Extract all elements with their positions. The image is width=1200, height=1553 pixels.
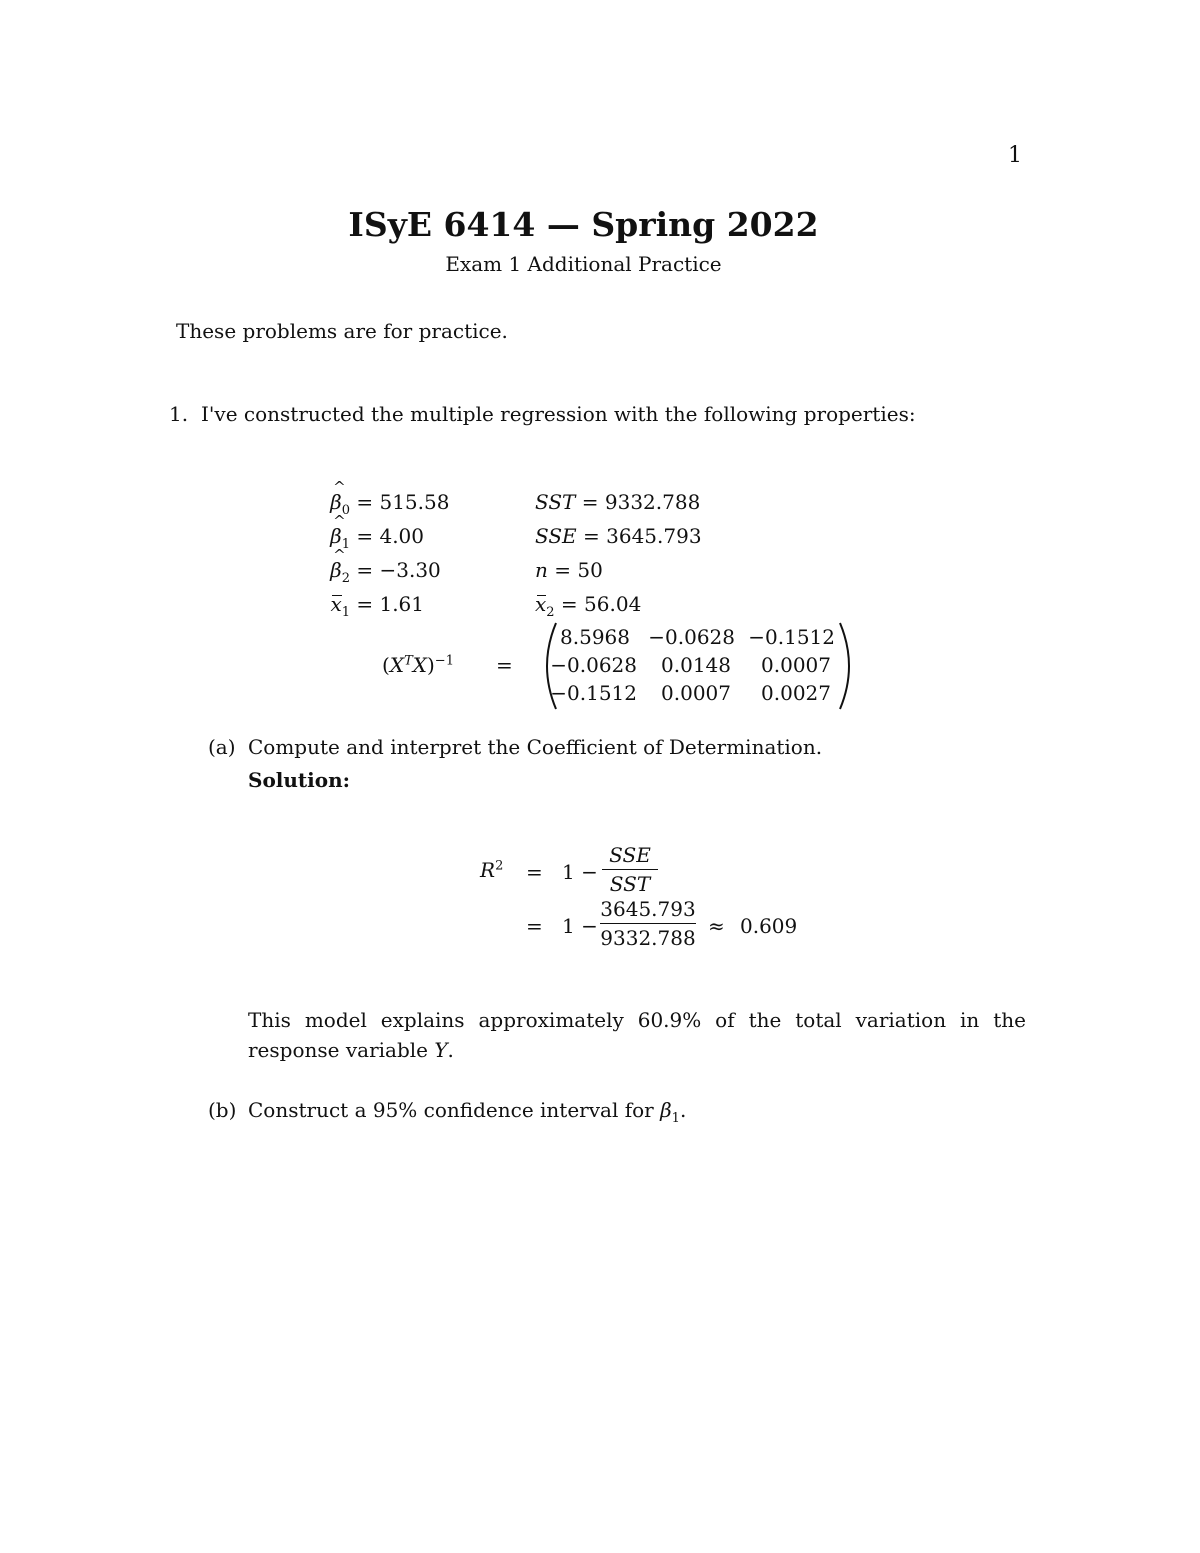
r-squared-symbol [480,858,503,882]
subscript: 2 [546,605,555,620]
matrix-cell: 0.0148 [661,653,731,677]
stat-n [535,558,603,582]
stat-value: = 515.58 [356,490,450,514]
superscript: 2 [495,858,504,874]
x-symbol: X [412,653,427,677]
sse-symbol: SSE [535,524,577,548]
beta-symbol: ^ β [330,490,342,514]
beta-symbol: β [660,1098,672,1122]
x-symbol: x [535,592,547,616]
equals-sign: = [526,914,543,938]
solution-label: Solution: [248,768,351,792]
transpose-superscript: T [404,653,413,669]
stat-xbar1 [200,592,424,620]
subscript: 2 [341,571,350,586]
matrix-cell: 8.5968 [560,625,630,649]
stat-value: = 9332.788 [575,490,701,514]
stat-value: = 4.00 [356,524,425,548]
problem-text: I've constructed the multiple regression with the following properties: [201,402,916,426]
numerator: 3645.793 [600,897,696,921]
stat-sse [535,524,702,548]
matrix-cell: −0.0628 [648,625,735,649]
open-paren: ( [382,653,390,677]
stat-value: = 3645.793 [576,524,702,548]
stat-xbar2 [535,592,641,620]
y-symbol: Y [434,1038,448,1062]
subscript: 1 [341,605,350,620]
equals-sign: = [526,860,543,884]
subscript: 1 [341,537,350,552]
page-subtitle: Exam 1 Additional Practice [445,252,722,276]
matrix-cell: 0.0007 [661,681,731,705]
beta-symbol: ^ β [330,524,342,548]
stat-value: = 56.04 [554,592,642,616]
matrix-cell: −0.1512 [748,625,835,649]
part-text: Compute and interpret the Coefficient of Determination. [248,735,823,759]
sst-symbol: SST [535,490,576,514]
matrix-cell: 0.0027 [761,681,831,705]
matrix-cell: −0.0628 [550,653,637,677]
matrix-equals: = [496,653,513,677]
one-minus: 1 − [562,914,598,938]
period: . [447,1038,454,1062]
x-symbol: X [389,653,405,677]
r-symbol: R [480,858,496,882]
matrix-label [382,653,454,677]
n-symbol: n [535,558,548,582]
x-symbol: x [330,592,342,616]
page-title: ISyE 6414 — Spring 2022 [348,205,819,244]
r-squared-result: 0.609 [740,914,798,938]
one-minus: 1 − [562,860,598,884]
inverse-superscript: −1 [434,653,454,669]
stat-beta0 [200,490,449,518]
fraction-sse-sst [602,843,658,896]
part-label: (a) [208,735,236,759]
period: . [679,1098,687,1122]
matrix-cell: 0.0007 [761,653,831,677]
beta-symbol: ^ β [330,558,342,582]
stat-sst [535,490,700,514]
approx-sign: ≈ [708,914,725,938]
subscript: 0 [341,503,350,518]
part-text: Construct a 95% confidence interval for [248,1098,661,1122]
fraction-values [600,897,696,950]
right-paren-icon [834,621,862,711]
part-b-question [208,1098,686,1126]
problem-1-statement [169,402,916,426]
subscript: 1 [671,1111,680,1126]
matrix-cell: −0.1512 [550,681,637,705]
part-a-question [208,735,822,759]
stat-value: = 1.61 [356,592,425,616]
part-label: (b) [208,1098,237,1122]
intro-text: These problems are for practice. [176,319,508,343]
problem-number: 1. [169,402,189,426]
stat-beta2 [200,558,441,586]
close-paren: ) [426,653,435,677]
interpretation-text: This model explains approximately 60.9% of the total variation in the response variable [248,1008,1026,1062]
stat-beta1 [200,524,424,552]
interpretation-paragraph [248,1005,1026,1065]
page-number: 1 [1008,143,1022,168]
denominator: SST [609,872,651,896]
stat-value: = 50 [547,558,603,582]
numerator: SSE [609,843,651,867]
denominator: 9332.788 [600,926,696,950]
stat-value: = −3.30 [356,558,441,582]
